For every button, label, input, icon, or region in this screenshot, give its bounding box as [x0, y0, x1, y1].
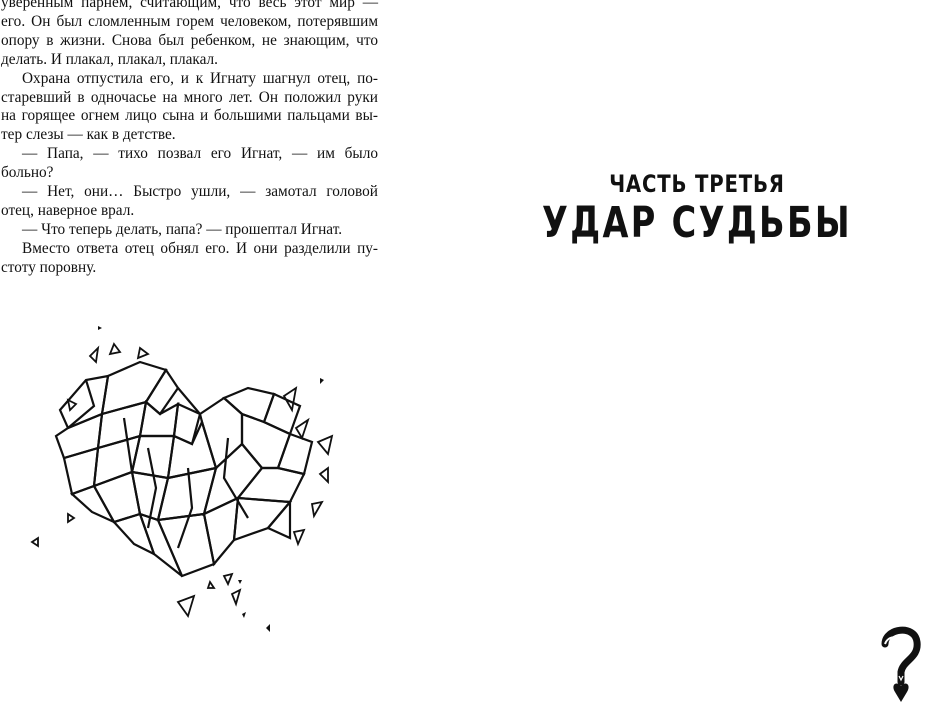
text-line: — Что теперь делать, папа? — прошептал Игнат.	[22, 220, 343, 238]
text-line: опору в жизни. Снова был ребенком, не знающим, что	[1, 31, 378, 49]
text-line: отец, наверное врал.	[1, 201, 135, 219]
body-text	[1, 0, 378, 278]
text-line: уверенным парнем, считающим, что весь этот мир —	[1, 0, 378, 11]
text-line: Охрана отпустила его, и к Игнату шагнул отец, по-	[22, 69, 378, 87]
part-title: УДАР СУДЬБЫ	[542, 198, 852, 248]
text-line: — Папа, — тихо позвал его Игнат, — им было	[22, 145, 378, 163]
question-mark-heart-icon	[875, 620, 925, 705]
text-line: стоту поровну.	[1, 258, 97, 276]
text-line: Вместо ответа отец обнял его. И они разделили пу-	[22, 239, 378, 257]
text-line: его. Он был сломленным горем человеком, потерявшим	[1, 12, 378, 30]
text-line: на горящее огнем лицо сына и большими пальцами вы-	[1, 107, 378, 125]
text-line: старевший в одночасье на много лет. Он положил руки	[1, 88, 378, 106]
right-page	[465, 0, 929, 707]
part-label: ЧАСТЬ ТРЕТЬЯ	[609, 170, 785, 198]
text-line: делать. И плакал, плакал, плакал.	[1, 50, 219, 68]
text-line: — Нет, они… Быстро ушли, — замотал головой	[22, 183, 378, 201]
text-line: больно?	[1, 164, 54, 182]
broken-heart-illustration	[28, 318, 348, 638]
text-line: тер слезы — как в детстве.	[1, 126, 176, 144]
